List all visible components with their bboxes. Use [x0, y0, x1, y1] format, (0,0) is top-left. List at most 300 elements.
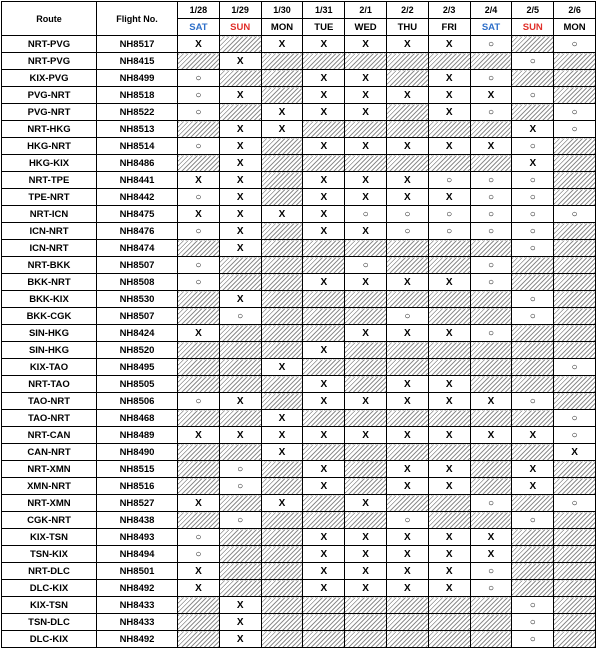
date-header: 1/29: [219, 2, 261, 19]
hatched-cell: [386, 70, 428, 87]
route-column-header: Route: [2, 2, 97, 36]
circle-mark-cell: ○: [512, 206, 554, 223]
table-row: [2, 444, 596, 461]
flight-number-cell: NH8514: [97, 138, 178, 155]
hatched-cell: [470, 478, 512, 495]
x-mark-cell: X: [428, 104, 470, 121]
table-row: [2, 257, 596, 274]
hatched-cell: [303, 410, 345, 427]
route-cell: NRT-HKG: [2, 121, 97, 138]
hatched-cell: [261, 597, 303, 614]
x-mark-cell: X: [470, 393, 512, 410]
x-mark-cell: X: [428, 478, 470, 495]
hatched-cell: [512, 36, 554, 53]
hatched-cell: [261, 393, 303, 410]
hatched-cell: [428, 614, 470, 631]
hatched-cell: [512, 410, 554, 427]
route-cell: NRT-ICN: [2, 206, 97, 223]
hatched-cell: [428, 597, 470, 614]
hatched-cell: [554, 87, 596, 104]
circle-mark-cell: ○: [554, 36, 596, 53]
date-header: 2/2: [386, 2, 428, 19]
table-row: [2, 70, 596, 87]
hatched-cell: [178, 359, 220, 376]
x-mark-cell: X: [386, 172, 428, 189]
hatched-cell: [178, 631, 220, 648]
hatched-cell: [178, 240, 220, 257]
circle-mark-cell: ○: [178, 189, 220, 206]
circle-mark-cell: ○: [219, 308, 261, 325]
route-cell: CGK-NRT: [2, 512, 97, 529]
x-mark-cell: X: [386, 138, 428, 155]
date-header: 2/1: [345, 2, 387, 19]
flight-number-cell: NH8493: [97, 529, 178, 546]
hatched-cell: [428, 410, 470, 427]
circle-mark-cell: ○: [178, 257, 220, 274]
hatched-cell: [178, 410, 220, 427]
table-header: [2, 2, 596, 36]
route-cell: ICN-NRT: [2, 223, 97, 240]
x-mark-cell: X: [303, 427, 345, 444]
table-row: [2, 87, 596, 104]
x-mark-cell: X: [386, 546, 428, 563]
hatched-cell: [428, 495, 470, 512]
flight-number-cell: NH8507: [97, 257, 178, 274]
x-mark-cell: X: [303, 461, 345, 478]
flight-number-cell: NH8508: [97, 274, 178, 291]
hatched-cell: [303, 359, 345, 376]
hatched-cell: [261, 291, 303, 308]
flight-number-cell: NH8474: [97, 240, 178, 257]
x-mark-cell: X: [219, 138, 261, 155]
x-mark-cell: X: [303, 206, 345, 223]
circle-mark-cell: ○: [554, 206, 596, 223]
circle-mark-cell: ○: [219, 478, 261, 495]
circle-mark-cell: ○: [178, 546, 220, 563]
hatched-cell: [178, 376, 220, 393]
flight-schedule-table: [1, 1, 596, 648]
route-cell: NRT-TAO: [2, 376, 97, 393]
hatched-cell: [512, 104, 554, 121]
x-mark-cell: X: [386, 36, 428, 53]
hatched-cell: [345, 291, 387, 308]
x-mark-cell: X: [554, 444, 596, 461]
hatched-cell: [219, 325, 261, 342]
circle-mark-cell: ○: [178, 104, 220, 121]
hatched-cell: [178, 121, 220, 138]
hatched-cell: [178, 291, 220, 308]
hatched-cell: [470, 291, 512, 308]
circle-mark-cell: ○: [428, 206, 470, 223]
x-mark-cell: X: [219, 240, 261, 257]
circle-mark-cell: ○: [554, 121, 596, 138]
flight-number-cell: NH8486: [97, 155, 178, 172]
x-mark-cell: X: [345, 274, 387, 291]
hatched-cell: [178, 614, 220, 631]
x-mark-cell: X: [219, 87, 261, 104]
circle-mark-cell: ○: [178, 393, 220, 410]
route-cell: KIX-TSN: [2, 529, 97, 546]
hatched-cell: [386, 155, 428, 172]
hatched-cell: [554, 529, 596, 546]
route-cell: NRT-XMN: [2, 461, 97, 478]
circle-mark-cell: ○: [428, 172, 470, 189]
flight-number-cell: NH8492: [97, 580, 178, 597]
flight-number-cell: NH8495: [97, 359, 178, 376]
x-mark-cell: X: [303, 36, 345, 53]
hatched-cell: [261, 155, 303, 172]
hatched-cell: [512, 444, 554, 461]
hatched-cell: [219, 546, 261, 563]
x-mark-cell: X: [428, 529, 470, 546]
x-mark-cell: X: [219, 189, 261, 206]
hatched-cell: [554, 461, 596, 478]
date-header: 2/5: [512, 2, 554, 19]
hatched-cell: [178, 478, 220, 495]
hatched-cell: [554, 189, 596, 206]
flight-number-cell: NH8505: [97, 376, 178, 393]
hatched-cell: [261, 257, 303, 274]
x-mark-cell: X: [261, 121, 303, 138]
table-row: [2, 121, 596, 138]
hatched-cell: [261, 461, 303, 478]
hatched-cell: [178, 444, 220, 461]
hatched-cell: [303, 308, 345, 325]
hatched-cell: [554, 597, 596, 614]
x-mark-cell: X: [178, 206, 220, 223]
x-mark-cell: X: [345, 138, 387, 155]
table-row: [2, 206, 596, 223]
x-mark-cell: X: [428, 189, 470, 206]
weekday-header: TUE: [303, 19, 345, 36]
weekday-header: SAT: [178, 19, 220, 36]
circle-mark-cell: ○: [512, 512, 554, 529]
hatched-cell: [470, 631, 512, 648]
route-cell: KIX-PVG: [2, 70, 97, 87]
x-mark-cell: X: [345, 427, 387, 444]
hatched-cell: [345, 631, 387, 648]
route-cell: NRT-XMN: [2, 495, 97, 512]
table-row: [2, 546, 596, 563]
hatched-cell: [554, 580, 596, 597]
date-header: 1/30: [261, 2, 303, 19]
hatched-cell: [470, 512, 512, 529]
x-mark-cell: X: [178, 580, 220, 597]
circle-mark-cell: ○: [512, 138, 554, 155]
hatched-cell: [470, 597, 512, 614]
hatched-cell: [554, 614, 596, 631]
table-row: [2, 495, 596, 512]
flight-number-cell: NH8513: [97, 121, 178, 138]
flight-number-cell: NH8489: [97, 427, 178, 444]
hatched-cell: [261, 529, 303, 546]
hatched-cell: [512, 563, 554, 580]
x-mark-cell: X: [386, 325, 428, 342]
route-cell: NRT-PVG: [2, 36, 97, 53]
hatched-cell: [345, 342, 387, 359]
hatched-cell: [470, 308, 512, 325]
table-body: [2, 36, 596, 648]
table-row: [2, 189, 596, 206]
table-row: [2, 563, 596, 580]
x-mark-cell: X: [386, 393, 428, 410]
x-mark-cell: X: [345, 104, 387, 121]
hatched-cell: [386, 240, 428, 257]
route-cell: DLC-KIX: [2, 580, 97, 597]
weekday-header: WED: [345, 19, 387, 36]
table-row: [2, 631, 596, 648]
hatched-cell: [178, 597, 220, 614]
flight-number-cell: NH8441: [97, 172, 178, 189]
x-mark-cell: X: [386, 189, 428, 206]
hatched-cell: [386, 597, 428, 614]
route-cell: NRT-CAN: [2, 427, 97, 444]
flight-column-header: Flight No.: [97, 2, 178, 36]
hatched-cell: [386, 257, 428, 274]
hatched-cell: [428, 308, 470, 325]
hatched-cell: [303, 291, 345, 308]
circle-mark-cell: ○: [512, 172, 554, 189]
hatched-cell: [512, 325, 554, 342]
x-mark-cell: X: [261, 36, 303, 53]
hatched-cell: [345, 512, 387, 529]
x-mark-cell: X: [219, 427, 261, 444]
flight-number-cell: NH8424: [97, 325, 178, 342]
x-mark-cell: X: [303, 342, 345, 359]
x-mark-cell: X: [386, 274, 428, 291]
x-mark-cell: X: [428, 138, 470, 155]
hatched-cell: [345, 614, 387, 631]
hatched-cell: [178, 53, 220, 70]
hatched-cell: [512, 274, 554, 291]
hatched-cell: [428, 257, 470, 274]
x-mark-cell: X: [345, 580, 387, 597]
hatched-cell: [428, 240, 470, 257]
route-cell: BKK-CGK: [2, 308, 97, 325]
circle-mark-cell: ○: [470, 104, 512, 121]
circle-mark-cell: ○: [470, 206, 512, 223]
x-mark-cell: X: [303, 563, 345, 580]
hatched-cell: [261, 325, 303, 342]
hatched-cell: [261, 70, 303, 87]
hatched-cell: [178, 342, 220, 359]
circle-mark-cell: ○: [512, 393, 554, 410]
flight-number-cell: NH8475: [97, 206, 178, 223]
hatched-cell: [345, 359, 387, 376]
x-mark-cell: X: [345, 495, 387, 512]
hatched-cell: [261, 240, 303, 257]
x-mark-cell: X: [428, 70, 470, 87]
hatched-cell: [470, 359, 512, 376]
x-mark-cell: X: [303, 223, 345, 240]
hatched-cell: [303, 121, 345, 138]
table-row: [2, 104, 596, 121]
circle-mark-cell: ○: [386, 206, 428, 223]
hatched-cell: [303, 495, 345, 512]
flight-number-cell: NH8527: [97, 495, 178, 512]
table-row: [2, 427, 596, 444]
hatched-cell: [261, 172, 303, 189]
route-cell: NRT-DLC: [2, 563, 97, 580]
x-mark-cell: X: [345, 87, 387, 104]
circle-mark-cell: ○: [386, 512, 428, 529]
circle-mark-cell: ○: [470, 325, 512, 342]
hatched-cell: [261, 478, 303, 495]
hatched-cell: [345, 478, 387, 495]
flight-number-cell: NH8415: [97, 53, 178, 70]
table-row: [2, 138, 596, 155]
weekday-header: SAT: [470, 19, 512, 36]
x-mark-cell: X: [345, 393, 387, 410]
x-mark-cell: X: [428, 461, 470, 478]
hatched-cell: [554, 155, 596, 172]
x-mark-cell: X: [303, 546, 345, 563]
route-cell: DLC-KIX: [2, 631, 97, 648]
x-mark-cell: X: [345, 546, 387, 563]
weekday-header: MON: [261, 19, 303, 36]
hatched-cell: [219, 70, 261, 87]
hatched-cell: [386, 631, 428, 648]
route-cell: TSN-KIX: [2, 546, 97, 563]
hatched-cell: [512, 580, 554, 597]
x-mark-cell: X: [219, 631, 261, 648]
hatched-cell: [428, 155, 470, 172]
hatched-cell: [261, 546, 303, 563]
x-mark-cell: X: [428, 563, 470, 580]
hatched-cell: [470, 155, 512, 172]
x-mark-cell: X: [219, 155, 261, 172]
weekday-header: SUN: [219, 19, 261, 36]
hatched-cell: [261, 563, 303, 580]
table-row: [2, 291, 596, 308]
route-cell: TAO-NRT: [2, 410, 97, 427]
x-mark-cell: X: [386, 87, 428, 104]
x-mark-cell: X: [261, 104, 303, 121]
flight-number-cell: NH8438: [97, 512, 178, 529]
x-mark-cell: X: [386, 580, 428, 597]
hatched-cell: [428, 121, 470, 138]
hatched-cell: [554, 308, 596, 325]
x-mark-cell: X: [386, 461, 428, 478]
hatched-cell: [219, 410, 261, 427]
x-mark-cell: X: [428, 87, 470, 104]
hatched-cell: [554, 325, 596, 342]
x-mark-cell: X: [219, 393, 261, 410]
circle-mark-cell: ○: [554, 104, 596, 121]
x-mark-cell: X: [219, 53, 261, 70]
circle-mark-cell: ○: [470, 36, 512, 53]
circle-mark-cell: ○: [512, 240, 554, 257]
hatched-cell: [470, 444, 512, 461]
circle-mark-cell: ○: [554, 359, 596, 376]
x-mark-cell: X: [386, 376, 428, 393]
x-mark-cell: X: [303, 376, 345, 393]
x-mark-cell: X: [303, 529, 345, 546]
x-mark-cell: X: [512, 461, 554, 478]
hatched-cell: [303, 325, 345, 342]
circle-mark-cell: ○: [512, 53, 554, 70]
route-cell: TAO-NRT: [2, 393, 97, 410]
hatched-cell: [261, 223, 303, 240]
route-cell: ICN-NRT: [2, 240, 97, 257]
x-mark-cell: X: [345, 563, 387, 580]
hatched-cell: [303, 444, 345, 461]
hatched-cell: [428, 291, 470, 308]
hatched-cell: [219, 444, 261, 461]
hatched-cell: [554, 546, 596, 563]
route-cell: CAN-NRT: [2, 444, 97, 461]
date-header: 2/6: [554, 2, 596, 19]
hatched-cell: [261, 580, 303, 597]
hatched-cell: [428, 53, 470, 70]
circle-mark-cell: ○: [470, 257, 512, 274]
table-row: [2, 359, 596, 376]
hatched-cell: [554, 138, 596, 155]
hatched-cell: [386, 53, 428, 70]
hatched-cell: [470, 376, 512, 393]
x-mark-cell: X: [470, 546, 512, 563]
hatched-cell: [470, 121, 512, 138]
x-mark-cell: X: [428, 36, 470, 53]
hatched-cell: [261, 376, 303, 393]
x-mark-cell: X: [345, 172, 387, 189]
circle-mark-cell: ○: [470, 189, 512, 206]
hatched-cell: [386, 104, 428, 121]
hatched-cell: [554, 223, 596, 240]
hatched-cell: [470, 614, 512, 631]
route-cell: HKG-KIX: [2, 155, 97, 172]
hatched-cell: [386, 359, 428, 376]
table-row: [2, 461, 596, 478]
hatched-cell: [512, 257, 554, 274]
hatched-cell: [470, 53, 512, 70]
x-mark-cell: X: [345, 529, 387, 546]
flight-number-cell: NH8530: [97, 291, 178, 308]
x-mark-cell: X: [428, 325, 470, 342]
hatched-cell: [303, 614, 345, 631]
x-mark-cell: X: [345, 325, 387, 342]
x-mark-cell: X: [470, 529, 512, 546]
x-mark-cell: X: [512, 121, 554, 138]
date-header: 2/4: [470, 2, 512, 19]
hatched-cell: [554, 172, 596, 189]
circle-mark-cell: ○: [428, 223, 470, 240]
x-mark-cell: X: [345, 223, 387, 240]
x-mark-cell: X: [261, 495, 303, 512]
hatched-cell: [261, 138, 303, 155]
hatched-cell: [554, 274, 596, 291]
hatched-cell: [470, 342, 512, 359]
hatched-cell: [261, 189, 303, 206]
circle-mark-cell: ○: [345, 257, 387, 274]
x-mark-cell: X: [261, 427, 303, 444]
x-mark-cell: X: [303, 172, 345, 189]
hatched-cell: [554, 291, 596, 308]
hatched-cell: [219, 257, 261, 274]
hatched-cell: [554, 631, 596, 648]
hatched-cell: [512, 529, 554, 546]
route-cell: BKK-KIX: [2, 291, 97, 308]
hatched-cell: [178, 512, 220, 529]
hatched-cell: [345, 444, 387, 461]
hatched-cell: [345, 240, 387, 257]
hatched-cell: [512, 546, 554, 563]
x-mark-cell: X: [303, 87, 345, 104]
circle-mark-cell: ○: [512, 631, 554, 648]
route-cell: PVG-NRT: [2, 104, 97, 121]
circle-mark-cell: ○: [470, 70, 512, 87]
flight-number-cell: NH8442: [97, 189, 178, 206]
